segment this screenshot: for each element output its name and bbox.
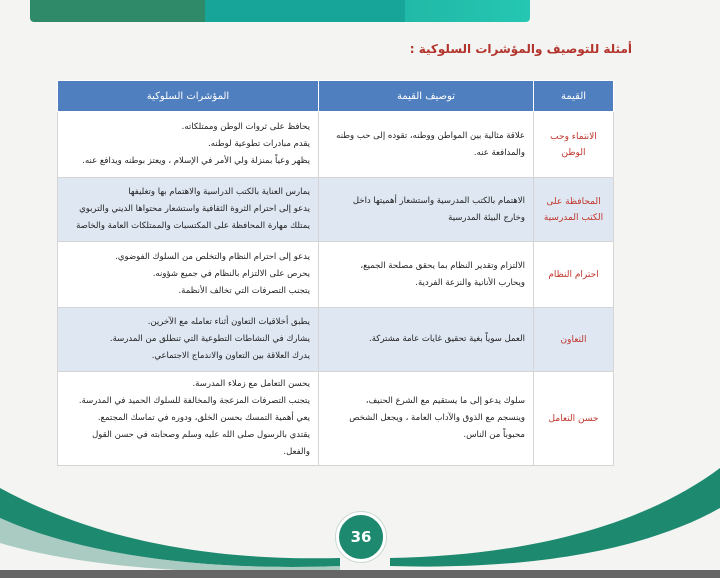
description-cell (319, 112, 534, 178)
indicator-line: يمتلك مهارة المحافظة على المكتسبات والممتلكات العامة والخاصة (76, 221, 310, 231)
indicator-line: يظهر وعياً بمنزلة ولي الأمر في الإسلام ، ويعتز بوطنه ويدافع عنه. (82, 156, 310, 166)
table-row (58, 242, 614, 308)
table-row (58, 178, 614, 242)
indicator-line: يشارك في النشاطات التطوعية التي تنطلق من المدرسة. (109, 334, 310, 344)
top-decor-bar (30, 0, 530, 22)
indicators-cell (58, 308, 319, 372)
value-cell: المحافظة على الكتب المدرسية (534, 178, 614, 242)
description-line: ويحارب الأنانية والنزعة الفردية. (415, 277, 525, 288)
indicator-line: يقتدي بالرسول صلى الله عليه وسلم وصحابته في حسن القول والفعل. (92, 430, 310, 457)
indicators-cell (58, 178, 319, 242)
indicator-line: يتجنب التصرفات المزعجة والمخالفة للسلوك الحميد في المدرسة. (78, 396, 310, 406)
page-number-badge: 36 (336, 512, 386, 562)
description-line: محبوباً من الناس. (463, 430, 525, 440)
indicator-line: يدرك العلاقة بين التعاون والاندماج الاجتماعي. (151, 351, 310, 361)
description-cell (319, 308, 534, 372)
table-row (58, 308, 614, 372)
description-cell (319, 242, 534, 308)
description-line: الاهتمام بالكتب المدرسية واستشعار أهميتها داخل (352, 195, 525, 206)
description-line: علاقة مثالية بين المواطن ووطنه، تقوده إلى حب وطنه (336, 130, 525, 141)
indicator-line: يدعو إلى احترام النظام والتخلص من السلوك الفوضوي. (115, 252, 310, 262)
header-description: توصيف القيمة (319, 81, 534, 112)
header-indicators: المؤشرات السلوكية (58, 81, 319, 112)
indicators-cell (58, 242, 319, 308)
indicator-line: يتجنب التصرفات التي تخالف الأنظمة. (178, 286, 310, 296)
description-line: والمدافعة عنه. (473, 147, 525, 158)
indicators-cell (58, 112, 319, 178)
description-line: وينسجم مع الذوق والآداب العامة ، ويجعل الشخص (349, 413, 525, 423)
description-line: العمل سوياً بغية تحقيق غايات عامة مشتركة. (369, 334, 525, 344)
indicator-line: يمارس العناية بالكتب الدراسية والاهتمام بها وتغليفها (128, 187, 310, 197)
value-cell: التعاون (534, 308, 614, 372)
top-decor-stripe (205, 0, 405, 22)
indicator-line: يحسن التعامل مع زملاء المدرسة. (192, 379, 310, 389)
header-value: القيمة (534, 81, 614, 112)
indicator-line: يقدم مبادرات تطوعية لوطنه. (208, 139, 310, 149)
description-cell (319, 178, 534, 242)
indicator-line: يطبق أخلاقيات التعاون أثناء تعامله مع الآخرين. (147, 317, 310, 327)
description-line: وخارج البيئة المدرسية (448, 212, 525, 223)
indicator-line: يحافظ على ثروات الوطن وممتلكاته. (181, 122, 310, 132)
indicator-line: يعي أهمية التمسك بحسن الخلق، ودوره في تماسك المجتمع. (97, 413, 310, 423)
description-line: سلوك يدعو إلى ما يستقيم مع الشرع الحنيف، (365, 396, 525, 406)
value-cell: احترام النظام (534, 242, 614, 308)
table-header-row (58, 81, 614, 112)
table-row (58, 112, 614, 178)
indicator-line: يدعو إلى احترام الثروة الثقافية واستشعار محتواها الديني والتربوي (79, 204, 310, 214)
value-cell: حسن التعامل (534, 372, 614, 466)
values-table (57, 80, 614, 466)
page-heading: أمثلة للتوصيف والمؤشرات السلوكية : (409, 42, 632, 56)
bottom-strip (0, 570, 720, 578)
value-cell: الانتماء وحب الوطن (534, 112, 614, 178)
indicator-line: يحرص على الالتزام بالنظام في جميع شؤونه. (152, 269, 310, 279)
description-line: الالتزام وتقدير النظام بما يحقق مصلحة الجميع، (360, 260, 525, 271)
